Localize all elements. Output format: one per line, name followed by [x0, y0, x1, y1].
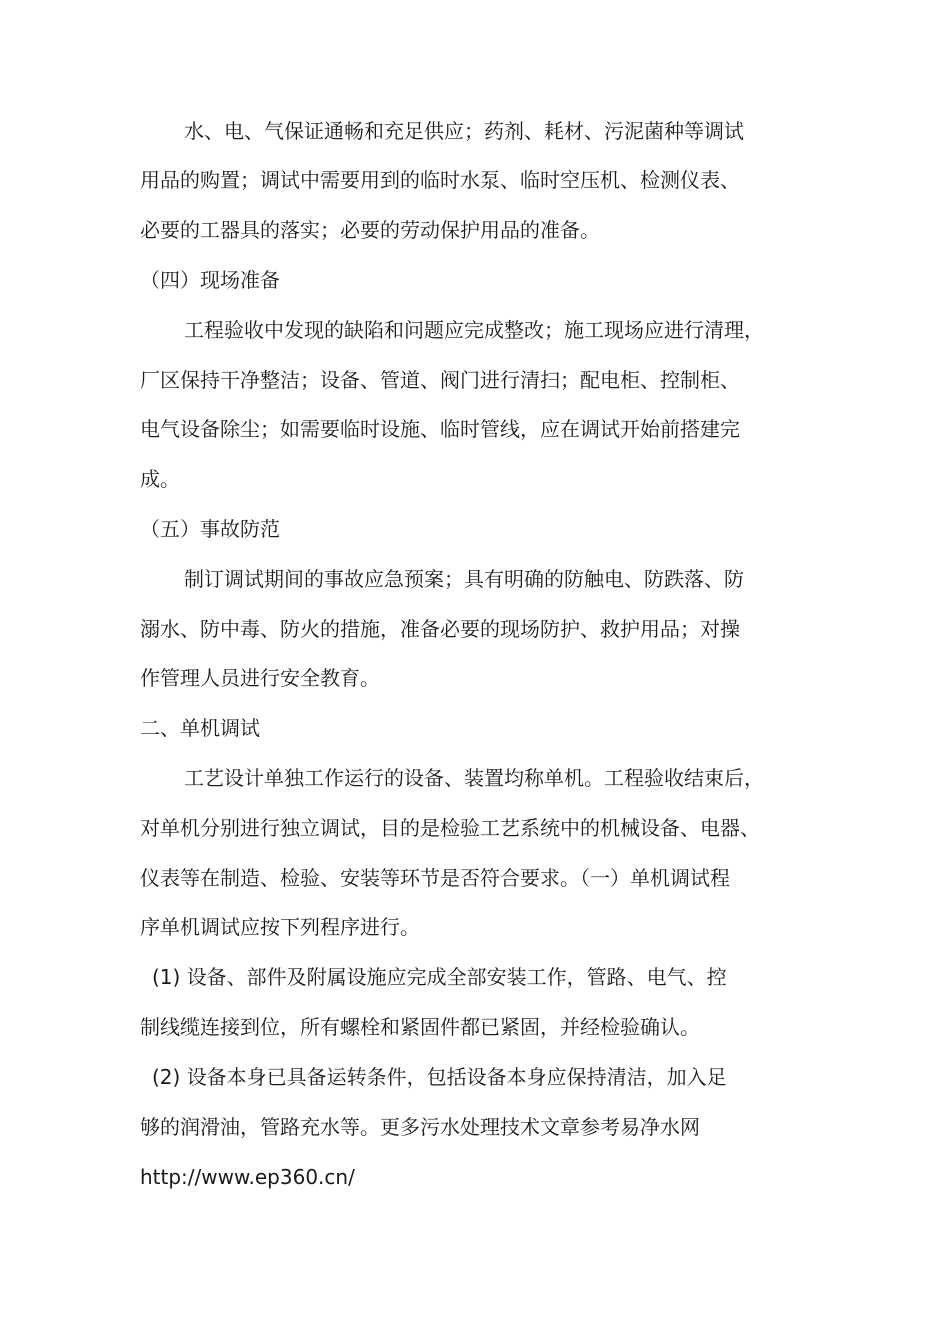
paragraph-line: 溺水、防中毒、防火的措施，准备必要的现场防护、救护用品；对操: [140, 617, 740, 641]
section-heading: （四）现场准备: [140, 268, 280, 292]
url-text: http://www.ep360.cn/: [140, 1165, 355, 1189]
paragraph-line: 用品的购置；调试中需要用到的临时水泵、临时空压机、检测仪表、: [140, 168, 740, 192]
paragraph-line: 作管理人员进行安全教育。: [140, 666, 380, 690]
paragraph-line: 对单机分别进行独立调试，目的是检验工艺系统中的机械设备、电器、: [140, 816, 760, 840]
paragraph-line: 工艺设计单独工作运行的设备、装置均称单机。工程验收结束后，: [184, 766, 764, 790]
paragraph-line: 必要的工器具的落实；必要的劳动保护用品的准备。: [140, 218, 600, 242]
list-item-line: (1) 设备、部件及附属设施应完成全部安装工作，管路、电气、控: [152, 965, 727, 989]
paragraph-line: 制订调试期间的事故应急预案；具有明确的防触电、防跌落、防: [184, 567, 744, 591]
paragraph-line: 够的润滑油，管路充水等。更多污水处理技术文章参考易净水网: [140, 1115, 700, 1139]
paragraph-line: 序单机调试应按下列程序进行。: [140, 915, 420, 939]
paragraph-line: 厂区保持干净整洁；设备、管道、阀门进行清扫；配电柜、控制柜、: [140, 368, 740, 392]
section-heading: （五）事故防范: [140, 517, 280, 541]
paragraph-line: 工程验收中发现的缺陷和问题应完成整改；施工现场应进行清理，: [184, 318, 764, 342]
paragraph-line: 制线缆连接到位，所有螺栓和紧固件都已紧固，并经检验确认。: [140, 1015, 700, 1039]
paragraph-line: 电气设备除尘；如需要临时设施、临时管线，应在调试开始前搭建完: [140, 417, 740, 441]
paragraph-line: 仪表等在制造、检验、安装等环节是否符合要求。（一）单机调试程: [140, 866, 730, 890]
paragraph-line: 水、电、气保证通畅和充足供应；药剂、耗材、污泥菌种等调试: [184, 119, 744, 143]
list-item-line: (2) 设备本身已具备运转条件，包括设备本身应保持清洁，加入足: [152, 1065, 727, 1089]
paragraph-line: 成。: [140, 467, 180, 491]
section-heading: 二、单机调试: [140, 716, 260, 740]
